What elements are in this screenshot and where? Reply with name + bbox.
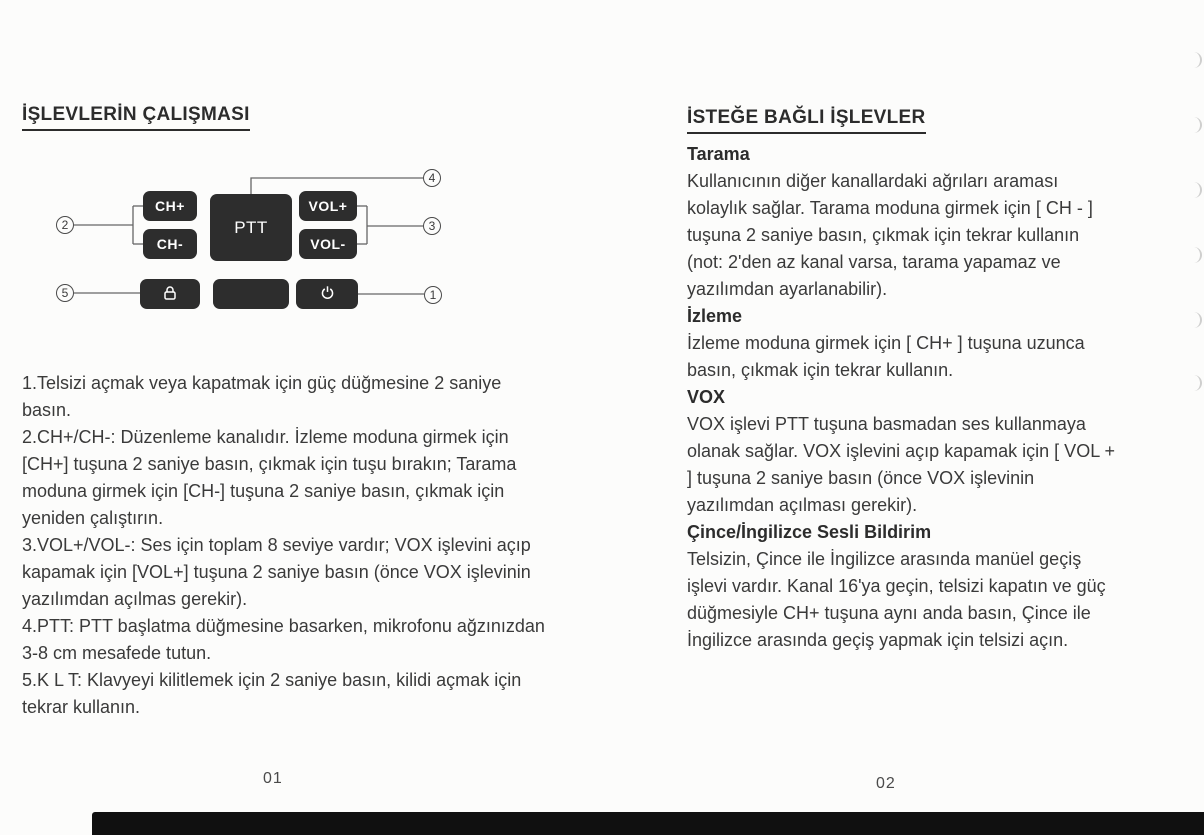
page-number-right: 02: [876, 775, 896, 792]
section-body-tarama: Kullanıcının diğer kanallardaki ağrıları araması kolaylık sağlar. Tarama moduna girmek için [ CH - ] tuşuna 2 saniye basın, çıkmak için tekrar kullanın (not: 2'den az kanal varsa, tarama yapamaz ve yazılımdan ayarlanabilir).: [687, 171, 1093, 299]
callout-5: 5: [56, 284, 74, 302]
left-page-instructions: [22, 370, 554, 721]
instruction-1: 1.Telsizi açmak veya kapatmak için güç düğmesine 2 saniye basın.: [22, 373, 502, 420]
section-heading-dil-bildirim: Çince/İngilizce Sesli Bildirim: [687, 522, 932, 542]
radio-keypad-diagram: [55, 165, 455, 315]
right-page-sections: [687, 141, 1119, 654]
ptt-button: PTT: [210, 194, 292, 261]
section-body-izleme: İzleme moduna girmek için [ CH+ ] tuşuna uzunca basın, çıkmak için tekrar kullanın.: [687, 333, 1085, 380]
section-body-dil-bildirim: Telsizin, Çince ile İngilizce arasında manüel geçiş işlevi vardır. Kanal 16'ya geçin, telsizi kapatın ve güç düğmesiyle CH+ tuşuna aynı anda basın, Çince ile İngilizce arasında geçiş yapmak için telsizi açın.: [687, 549, 1106, 650]
lock-button: [140, 279, 200, 309]
lock-icon: [162, 285, 178, 304]
section-body-vox: VOX işlevi PTT tuşuna basmadan ses kullanmaya olanak sağlar. VOX işlevini açıp kapamak için [ VOL + ] tuşuna 2 saniye basın (önce VOX işlevinin yazılımdan açılması gerekir).: [687, 414, 1116, 515]
page-number-left: 01: [263, 770, 283, 787]
scan-artifact-bottom-bar: [92, 812, 1204, 835]
instruction-4: 4.PTT: PTT başlatma düğmesine basarken, mikrofonu ağzınızdan 3-8 cm mesafede tutun.: [22, 616, 545, 663]
right-page-title: İSTEĞE BAĞLI İŞLEVLER: [687, 107, 926, 134]
callout-2: 2: [56, 216, 74, 234]
binding-mark: [1194, 312, 1202, 328]
vol-minus-button: VOL-: [299, 229, 357, 259]
vol-plus-button: VOL+: [299, 191, 357, 221]
binding-mark: [1194, 182, 1202, 198]
power-button: [296, 279, 358, 309]
ch-plus-button: CH+: [143, 191, 197, 221]
callout-1: 1: [424, 286, 442, 304]
section-heading-vox: VOX: [687, 387, 726, 407]
callout-3: 3: [423, 217, 441, 235]
section-heading-tarama: Tarama: [687, 144, 750, 164]
blank-button: [213, 279, 289, 309]
binding-mark: [1194, 247, 1202, 263]
binding-mark: [1194, 117, 1202, 133]
left-page-title: İŞLEVLERİN ÇALIŞMASI: [22, 104, 250, 131]
ch-minus-button: CH-: [143, 229, 197, 259]
instruction-2: 2.CH+/CH-: Düzenleme kanalıdır. İzleme moduna girmek için [CH+] tuşuna 2 saniye basın, çıkmak için tuşu bırakın; Tarama moduna girmek için [CH-] tuşuna 2 saniye basın, çıkmak için yeniden çalıştırın.: [22, 427, 517, 528]
instruction-3: 3.VOL+/VOL-: Ses için toplam 8 seviye vardır; VOX işlevini açıp kapamak için [VOL+] tuşuna 2 saniye basın (önce VOX işlevinin yazılımdan açılmas gerekir).: [22, 535, 531, 609]
binding-mark: [1194, 52, 1202, 68]
callout-4: 4: [423, 169, 441, 187]
binding-mark: [1194, 375, 1202, 391]
instruction-5: 5.K L T: Klavyeyi kilitlemek için 2 saniye basın, kilidi açmak için tekrar kullanın.: [22, 670, 522, 717]
power-icon: [320, 285, 335, 303]
section-heading-izleme: İzleme: [687, 306, 743, 326]
